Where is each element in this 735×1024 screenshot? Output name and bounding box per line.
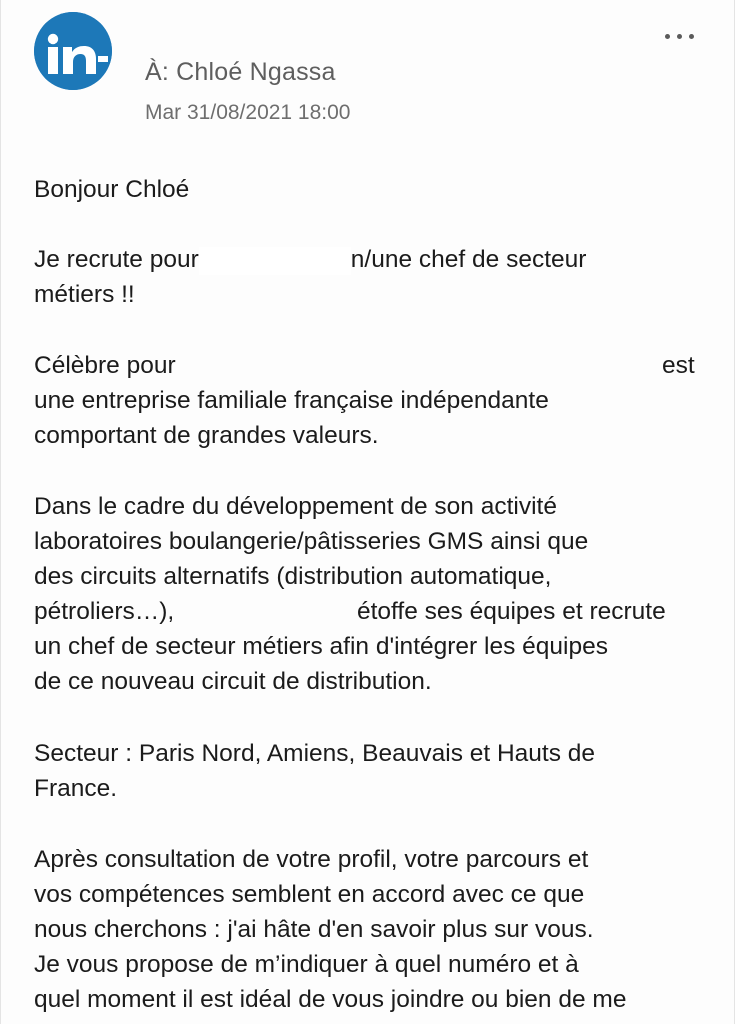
- text-segment: est: [662, 352, 695, 379]
- text-line: un chef de secteur métiers afin d'intégrer les équipes: [34, 633, 608, 660]
- sent-date: Mar 31/08/2021 18:00: [145, 101, 351, 124]
- text-line: des circuits alternatifs (distribution automatique,: [34, 563, 552, 590]
- text-segment: Je recrute pour: [34, 246, 199, 273]
- text-line: Après consultation de votre profil, votre parcours et: [34, 846, 589, 873]
- greeting: Bonjour Chloé: [34, 176, 190, 203]
- more-horizontal-icon: [665, 34, 670, 39]
- text-line: laboratoires boulangerie/pâtisseries GMS ainsi que: [34, 528, 589, 555]
- text-line: Secteur : Paris Nord, Amiens, Beauvais et Hauts de: [34, 740, 596, 767]
- paragraph-4: [34, 736, 724, 806]
- text-line: France.: [34, 775, 118, 802]
- text-line: de ce nouveau circuit de distribution.: [34, 668, 432, 695]
- paragraph-3: [34, 489, 724, 699]
- text-segment: Célèbre pour: [34, 352, 176, 379]
- more-options-button[interactable]: [657, 22, 701, 50]
- text-line: Je vous propose de m’indiquer à quel numéro et à: [34, 951, 579, 978]
- paragraph-5: [34, 842, 724, 1017]
- text-line: une entreprise familiale française indépendante: [34, 387, 549, 414]
- redacted-area: [199, 247, 351, 275]
- recipient-line: À: Chloé Ngassa: [145, 58, 336, 86]
- text-line: métiers !!: [34, 281, 135, 308]
- paragraph-2: [34, 348, 724, 453]
- text-line: nous cherchons : j'ai hâte d'en savoir plus sur vous.: [34, 916, 594, 943]
- text-segment: étoffe ses équipes et recrute: [357, 598, 666, 625]
- text-segment: pétroliers…),: [34, 598, 175, 625]
- linkedin-logo-icon: [34, 12, 112, 90]
- text-line: vos compétences semblent en accord avec ce que: [34, 881, 585, 908]
- text-segment: n/une chef de secteur: [350, 246, 587, 273]
- paragraph-1: [34, 242, 724, 312]
- text-line: quel moment il est idéal de vous joindre ou bien de me: [34, 986, 627, 1013]
- text-line: Dans le cadre du développement de son activité: [34, 493, 557, 520]
- text-line: comportant de grandes valeurs.: [34, 422, 379, 449]
